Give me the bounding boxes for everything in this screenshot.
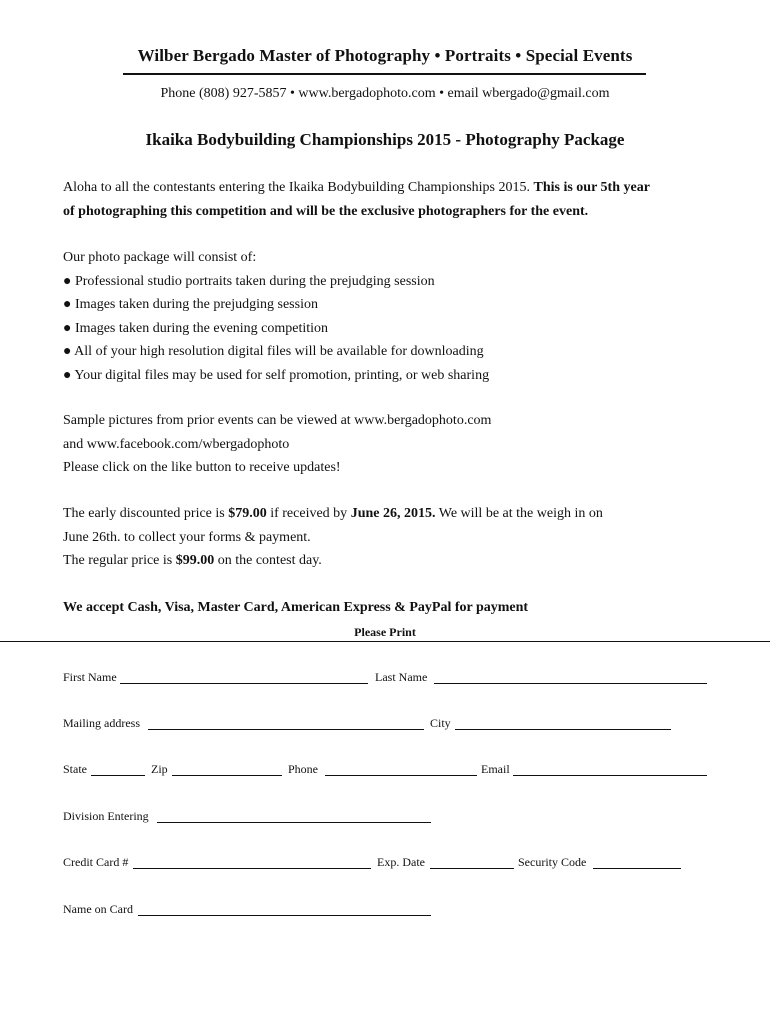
package-item: ● All of your high resolution digital files will be available for downloading	[63, 344, 484, 359]
document-title: Ikaika Bodybuilding Championships 2015 - Photography Package	[145, 130, 625, 149]
samples-line-2: and www.facebook.com/wbergadophoto	[63, 436, 290, 452]
exp-date-field[interactable]	[430, 868, 514, 869]
pricing-line-2: June 26th. to collect your forms & payment.	[63, 529, 311, 545]
package-heading: Our photo package will consist of:	[63, 250, 257, 265]
last-name-label: Last Name	[375, 670, 428, 684]
package-item: ● Professional studio portraits taken during the prejudging session	[63, 273, 435, 289]
security-code-field[interactable]	[593, 868, 681, 869]
division-field[interactable]	[157, 822, 431, 823]
early-price: $79.00	[228, 506, 267, 521]
intro-line-1	[63, 176, 713, 200]
header-divider	[123, 73, 646, 75]
city-field[interactable]	[455, 729, 671, 730]
zip-field[interactable]	[172, 775, 282, 776]
first-name-label: First Name	[63, 670, 117, 684]
pricing-line-1	[63, 502, 713, 526]
zip-label: Zip	[151, 762, 168, 776]
samples-line-1: Sample pictures from prior events can be viewed at www.bergadophoto.com	[63, 413, 492, 428]
address-row	[63, 716, 763, 734]
intro-line-2	[63, 200, 713, 224]
intro-bold-2: of photographing this competition and will be the exclusive photographers for the event.	[63, 203, 589, 219]
package-item: ● Images taken during the prejudging session	[63, 297, 318, 312]
name-on-card-row	[63, 902, 763, 920]
division-row	[63, 809, 763, 827]
early-deadline: June 26, 2015.	[350, 506, 436, 521]
please-print-label: Please Print	[354, 625, 416, 639]
name-on-card-label: Name on Card	[63, 902, 133, 916]
credit-card-field[interactable]	[133, 868, 371, 869]
state-label: State	[63, 762, 87, 776]
intro-bold-1: This is our 5th year	[533, 180, 650, 195]
mailing-address-label: Mailing address	[63, 716, 140, 730]
package-item: ● Your digital files may be used for self promotion, printing, or web sharing	[63, 367, 490, 383]
package-item: ● Images taken during the evening competition	[63, 320, 329, 336]
intro-text: Aloha to all the contestants entering the Ikaika Bodybuilding Championships 2015.	[63, 180, 534, 195]
phone-field[interactable]	[325, 775, 477, 776]
division-label: Division Entering	[63, 809, 149, 823]
pricing-text: The regular price is	[63, 553, 176, 568]
intro-paragraph	[63, 176, 713, 223]
pricing-paragraph	[63, 502, 713, 573]
security-code-label: Security Code	[518, 855, 587, 869]
exp-date-label: Exp. Date	[377, 855, 425, 869]
state-field[interactable]	[91, 775, 145, 776]
city-label: City	[430, 716, 451, 730]
name-on-card-field[interactable]	[138, 915, 431, 916]
mailing-address-field[interactable]	[148, 729, 424, 730]
email-label: Email	[481, 762, 510, 776]
first-name-field[interactable]	[120, 683, 368, 684]
phone-label: Phone	[288, 762, 318, 776]
pricing-line-3	[63, 549, 713, 573]
last-name-field[interactable]	[434, 683, 707, 684]
package-list	[63, 246, 713, 387]
samples-paragraph	[63, 409, 713, 480]
credit-card-label: Credit Card #	[63, 855, 129, 869]
payment-methods: We accept Cash, Visa, Master Card, American Express & PayPal for payment	[63, 600, 529, 615]
business-header-title: Wilber Bergado Master of Photography • Portraits • Special Events	[137, 46, 633, 65]
pricing-text: on the contest day.	[214, 553, 322, 568]
regular-price: $99.00	[175, 553, 215, 568]
business-contact-line: Phone (808) 927-5857 • www.bergadophoto.com • email wbergado@gmail.com	[160, 86, 610, 101]
pricing-text: if received by	[266, 506, 351, 521]
form-divider	[0, 641, 770, 642]
name-row	[63, 670, 763, 688]
contact-row	[63, 762, 763, 780]
pricing-text: The early discounted price is	[63, 506, 229, 521]
email-field[interactable]	[513, 775, 707, 776]
samples-line-3: Please click on the like button to receive updates!	[63, 460, 341, 475]
pricing-text: We will be at the weigh in on	[435, 506, 603, 521]
payment-row	[63, 855, 763, 873]
